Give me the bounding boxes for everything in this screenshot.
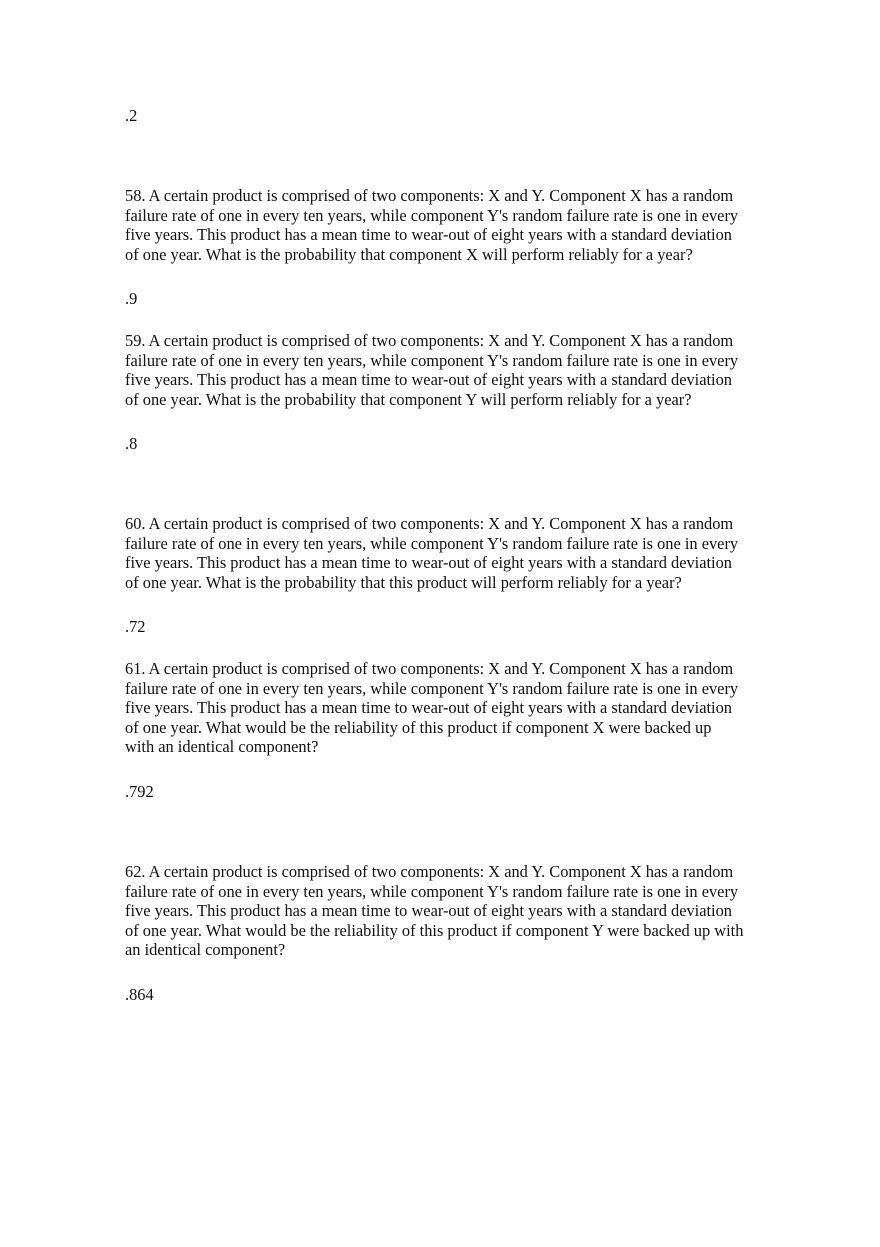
answer-61: .792 [125,782,154,801]
answer-60: .72 [125,617,146,636]
question-line: 62. A certain product is comprised of two components: X and Y. Component X has a random [125,862,734,881]
question-line: 61. A certain product is comprised of two components: X and Y. Component X has a random [125,659,734,678]
question-line: of one year. What is the probability that component X will perform reliably for a year? [125,244,693,264]
question-line: of one year. What is the probability that component Y will perform reliably for a year? [125,389,692,409]
question-line: of one year. What would be the reliability of this product if component Y were backed up with [125,920,744,940]
question-line: of one year. What is the probability that this product will perform reliably for a year? [125,572,682,592]
question-line: failure rate of one in every ten years, while component Y's random failure rate is one in every [125,533,739,553]
question-line: an identical component? [125,940,286,960]
question-61 [125,659,780,757]
question-line: with an identical component? [125,737,319,757]
question-line: failure rate of one in every ten years, while component Y's random failure rate is one in every [125,205,739,225]
question-line: five years. This product has a mean time to wear-out of eight years with a standard deviation [125,553,732,573]
answer-62: .864 [125,985,154,1004]
question-line: failure rate of one in every ten years, while component Y's random failure rate is one in every [125,881,739,901]
question-line: failure rate of one in every ten years, while component Y's random failure rate is one in every [125,350,739,370]
answer-58: .9 [125,289,138,308]
question-line: five years. This product has a mean time to wear-out of eight years with a standard deviation [125,370,732,390]
question-59 [125,331,780,409]
question-60 [125,514,780,592]
question-line: 60. A certain product is comprised of two components: X and Y. Component X has a random [125,514,734,533]
question-line: five years. This product has a mean time to wear-out of eight years with a standard deviation [125,901,732,921]
question-line: five years. This product has a mean time to wear-out of eight years with a standard deviation [125,698,732,718]
question-line: failure rate of one in every ten years, while component Y's random failure rate is one in every [125,678,739,698]
question-line: 58. A certain product is comprised of two components: X and Y. Component X has a random [125,186,734,205]
answer-top: .2 [125,106,138,125]
question-line: 59. A certain product is comprised of two components: X and Y. Component X has a random [125,331,734,350]
answer-59: .8 [125,434,138,453]
question-58 [125,186,780,264]
question-line: five years. This product has a mean time to wear-out of eight years with a standard deviation [125,225,732,245]
question-62 [125,862,780,960]
question-line: of one year. What would be the reliability of this product if component X were backed up [125,717,712,737]
